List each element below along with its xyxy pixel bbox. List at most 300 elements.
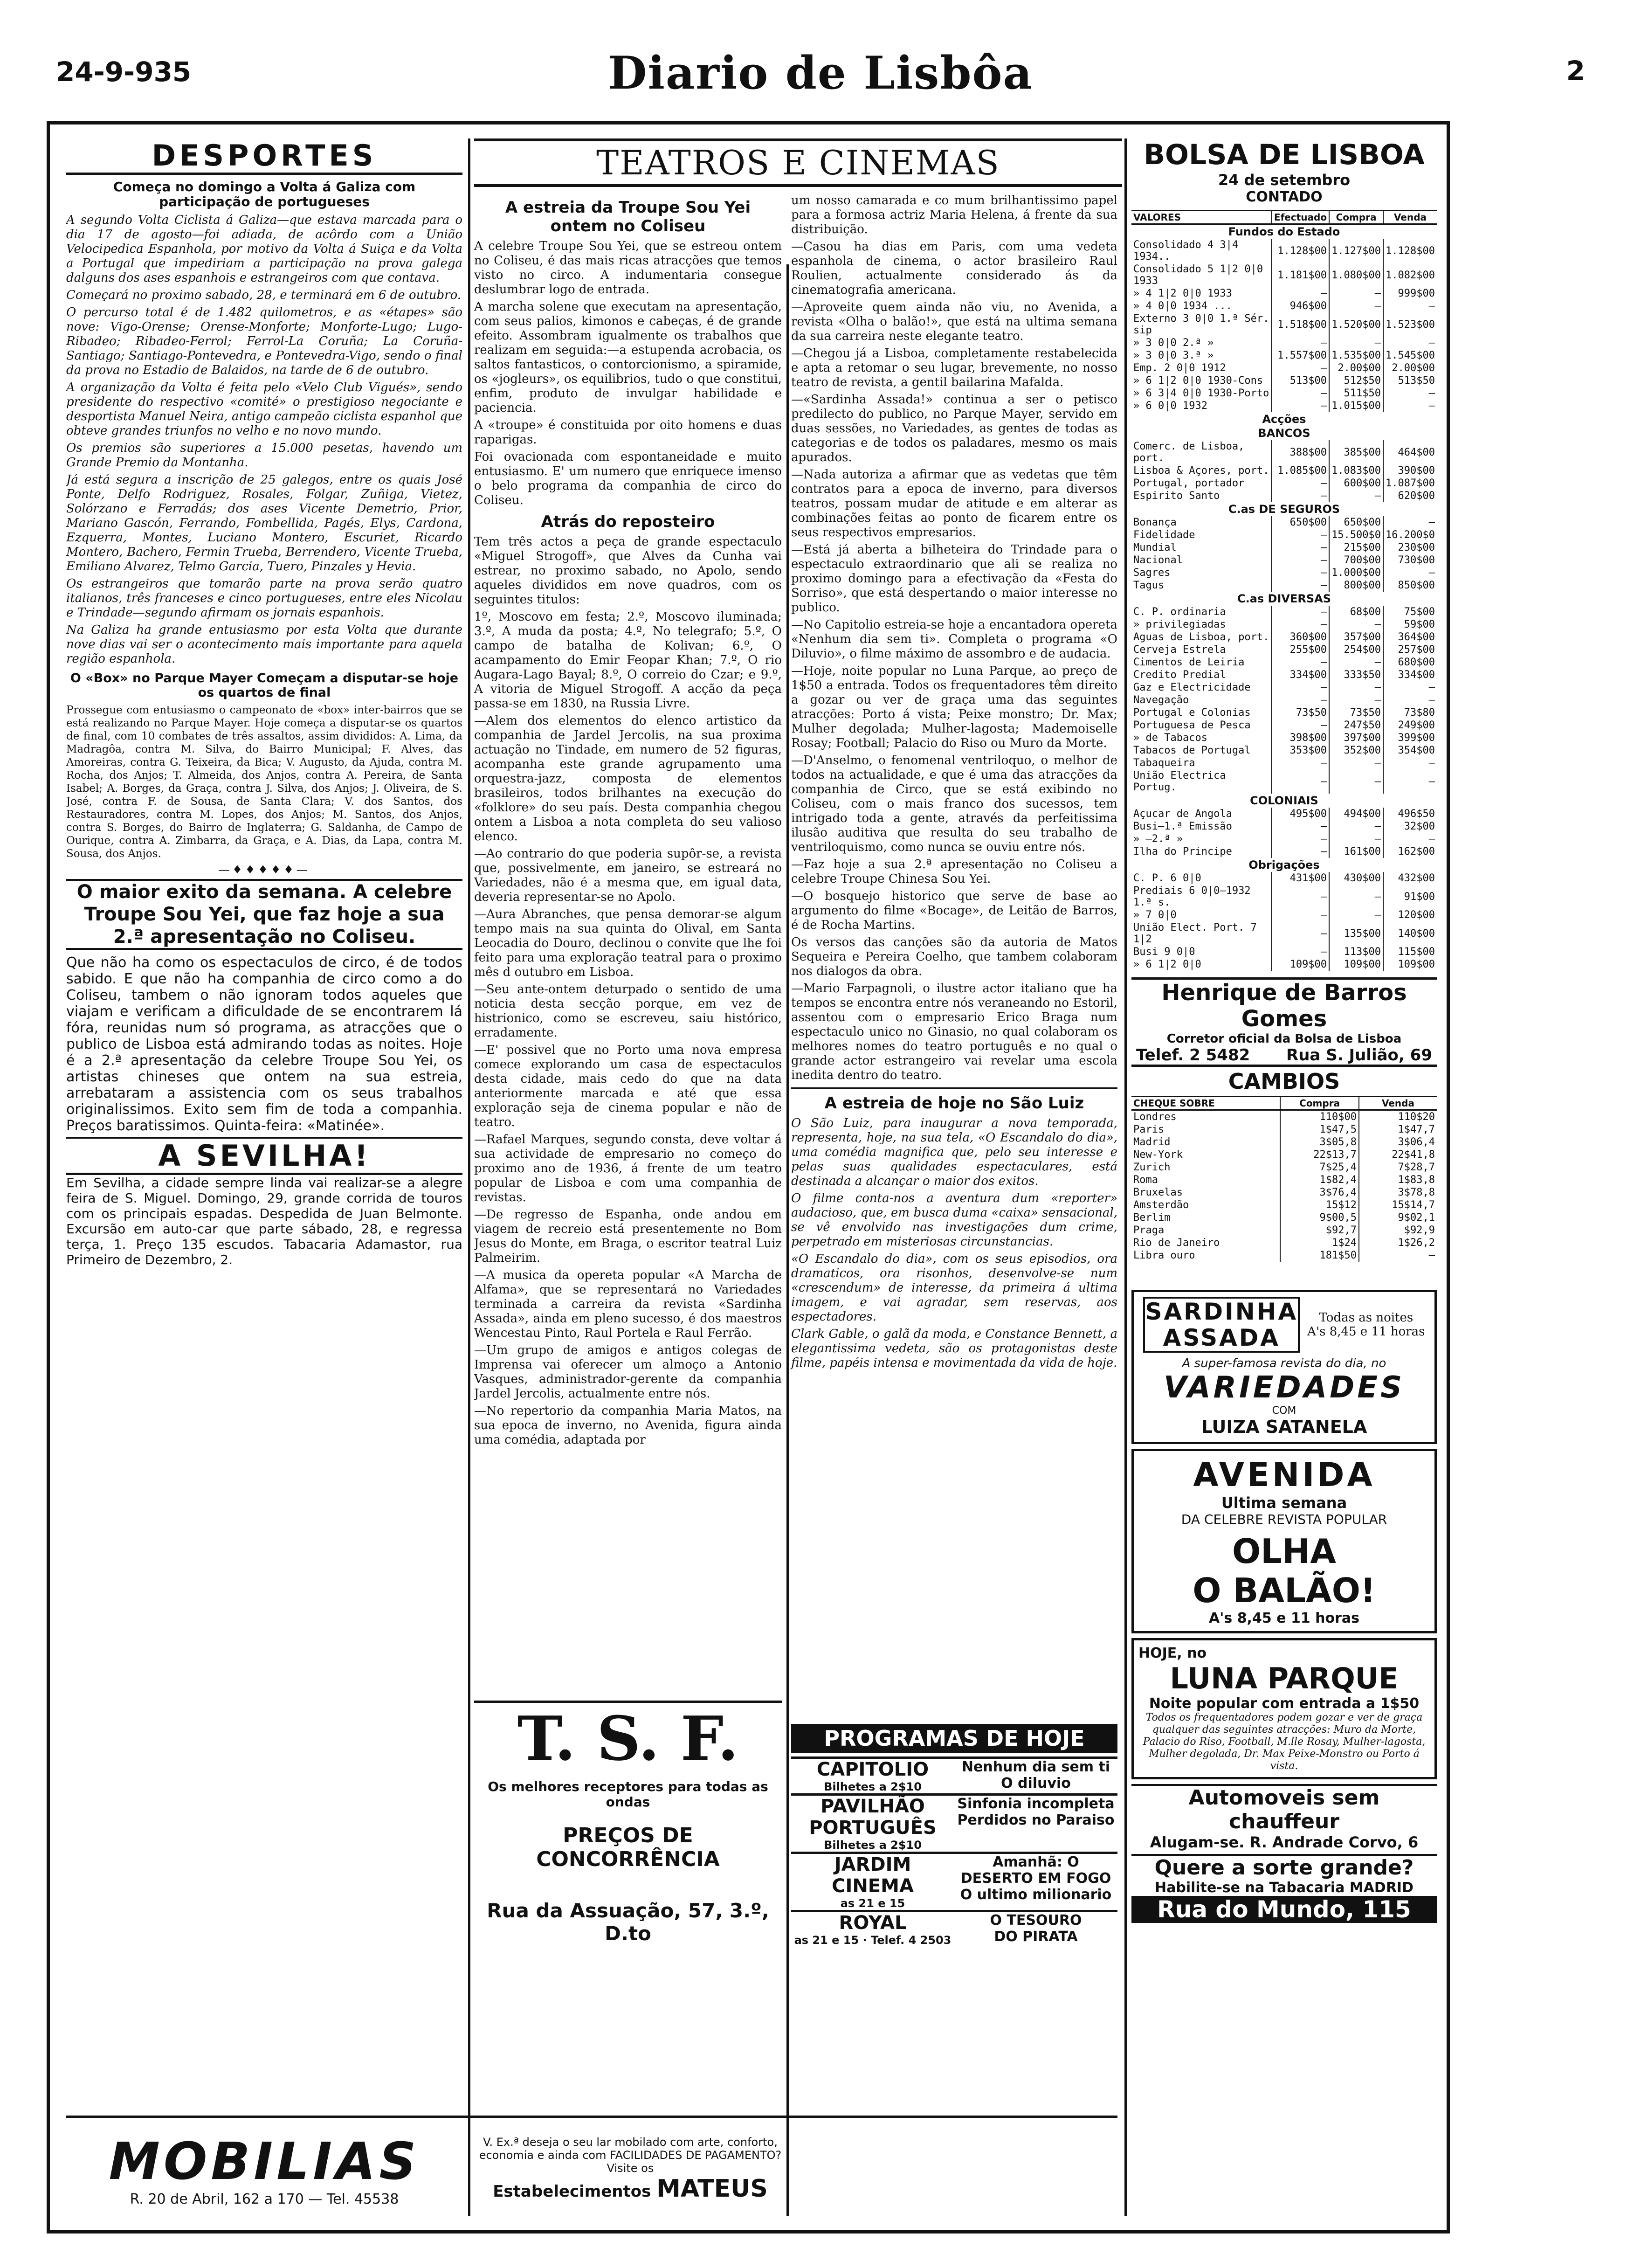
paragraph: —E' possivel que no Porto uma nova empresa comece explorando um casa de espectaculos desta cidade, mais cedo do que na data anteriormente marcada e até que essa exploração seja de cinema popular e não de teatro. xyxy=(474,1043,782,1129)
table-cell: Roma xyxy=(1133,1174,1158,1186)
paragraph: Os estrangeiros que tomarão parte na prova serão quatro italianos, três franceses e cinco portugueses, entre eles Nicolau e Trindade—segundo afirmam os jornais espanhois. xyxy=(66,577,462,620)
bolsa-title: BOLSA DE LISBOA xyxy=(1144,138,1425,171)
table-cell: — xyxy=(1383,567,1437,579)
paragraph: —Seu ante-ontem deturpado o sentido de uma noticia desta secção porque, em vez de histrionico, como se escreveu, saiu histórico, erradamente. xyxy=(474,982,782,1040)
table-row xyxy=(1131,732,1437,744)
table-cell: 1$24 xyxy=(1280,1237,1359,1249)
paragraph: —Ao contrario do que poderia supôr-se, a revista que, possivelmente, em janeiro, se estreará no Variedades, não é a mesma que, em igual data, deveria representar-se no Apolo. xyxy=(474,847,782,904)
mobilias-title: MOBILIAS xyxy=(109,2131,420,2191)
sevilha-headline: A SEVILHA! xyxy=(66,1137,462,1175)
teatros-p4 xyxy=(791,1116,1117,1370)
table-row xyxy=(1131,1224,1437,1237)
table-row xyxy=(1131,1199,1437,1211)
cinema-price: Bilhetes a 2$10 xyxy=(824,1780,922,1793)
column-header: CHEQUE SOBRE xyxy=(1131,1097,1280,1110)
table-cell: Paris xyxy=(1133,1124,1165,1135)
table-row xyxy=(1131,1186,1437,1199)
table-cell: — xyxy=(1329,833,1383,845)
table-cell: New-York xyxy=(1133,1149,1183,1161)
table-row xyxy=(1131,1136,1437,1148)
table-cell: 135$00 xyxy=(1329,921,1383,946)
exito-headline: O maior exito da semana. A celebre Troupe Sou Yei, que faz hoje a sua 2.ª apresentação no Coliseu. xyxy=(66,879,462,950)
table-cell: 110$00 xyxy=(1280,1110,1359,1124)
table-cell: Aguas de Lisboa, port. xyxy=(1133,631,1269,643)
column-header: Compra xyxy=(1329,211,1383,224)
paragraph: —A musica da opereta popular «A Marcha de Alfama», que se representará no Variedades terminada a carreira da revista «Sardinha Assada», ainda em pleno sucesso, é dos maestros Wencestau Pinto, Raul Portela e Raul Ferrão. xyxy=(474,1268,782,1340)
table-cell: Credito Predial xyxy=(1133,669,1226,681)
table-cell: Bruxelas xyxy=(1133,1187,1183,1198)
table-row xyxy=(1131,490,1437,502)
table-cell: — xyxy=(1329,287,1383,300)
luna-title: LUNA PARQUE xyxy=(1170,1661,1399,1695)
sorte-address: Rua do Mundo, 115 xyxy=(1131,1896,1437,1923)
table-cell: 73$50 xyxy=(1272,706,1329,719)
table-cell: 1.535$00 xyxy=(1329,349,1383,362)
table-cell: Prediais 6 0|0—1932 1.ª s. xyxy=(1133,885,1251,908)
sardinha-title1: SARDINHA xyxy=(1145,1298,1298,1325)
teatros-title: TEATROS E CINEMAS xyxy=(474,138,1122,187)
table-row xyxy=(1131,669,1437,681)
table-cell: 1$26,2 xyxy=(1359,1237,1437,1249)
sardinha-tag: A super-famosa revista do dia, no xyxy=(1182,1356,1386,1370)
table-cell: Zurich xyxy=(1133,1162,1171,1173)
table-row xyxy=(1131,554,1437,567)
table-cell: 680$00 xyxy=(1383,656,1437,669)
page-number: 2 xyxy=(1566,55,1585,87)
column-header: Efectuado xyxy=(1272,211,1329,224)
table-row xyxy=(1131,618,1437,631)
cambios-title: CAMBIOS xyxy=(1228,1069,1340,1094)
column-header: Venda xyxy=(1383,211,1437,224)
paragraph: A organização da Volta é feita pelo «Velo Club Vigués», sendo presidente do respectivo «comité» o prestigioso negociante e desportista Manuel Neira, antigo campeão ciclista espanhol que obteve grandes triunfos no velho e no novo mundo. xyxy=(66,380,462,438)
table-cell: 3$78,8 xyxy=(1359,1186,1437,1199)
table-cell: — xyxy=(1272,946,1329,958)
table-cell: 431$00 xyxy=(1272,872,1329,885)
cambios-table xyxy=(1131,1096,1437,1262)
table-row xyxy=(1131,529,1437,541)
table-cell: — xyxy=(1272,606,1329,618)
paragraph: A celebre Troupe Sou Yei, que se estreou ontem no Coliseu, é das mais ricas atracções que temos visto no circo. A indumentaria conseguе deslumbrar logo de entrada. xyxy=(474,239,782,297)
table-cell: 1.087$00 xyxy=(1383,477,1437,490)
table-cell: Cerveja Estrela xyxy=(1133,644,1226,656)
table-cell: 2.00$00 xyxy=(1329,362,1383,374)
table-cell: Navegação xyxy=(1133,694,1189,706)
table-row xyxy=(1131,300,1437,312)
table-cell: 22$13,7 xyxy=(1280,1148,1359,1161)
table-cell: — xyxy=(1329,681,1383,694)
table-cell: — xyxy=(1383,694,1437,706)
tsf-address: Rua da Assuação, 57, 3.º, D.to xyxy=(487,1899,769,1945)
table-cell: — xyxy=(1329,769,1383,794)
table-cell: 3$06,4 xyxy=(1359,1136,1437,1148)
paragraph: —Alem dos elementos do elenco artistico da companhia de Jardel Jercolis, na sua proxima actuação no Tindade, em numero de 52 figuras, acompanha este grande agrupamento uma orquestra-jazz, composta de elementos brasileiros, todos brilhantes na execução do «folklore» do seu país. Desta companhia chegou ontem a Lisboa a nota completa do seu valioso elenco. xyxy=(474,714,782,844)
table-cell: 397$00 xyxy=(1329,732,1383,744)
table-cell: C. P. ordinaria xyxy=(1133,606,1226,618)
film-title: Nenhum dia sem ti xyxy=(961,1759,1110,1775)
table-cell: 620$00 xyxy=(1383,490,1437,502)
table-cell: Consolidado 5 1|2 0|0 1933 xyxy=(1133,263,1263,287)
table-cell: Comerc. de Lisboa, port. xyxy=(1133,441,1245,464)
table-cell: Busi—1.ª Emissão xyxy=(1133,821,1232,832)
paragraph: —No Capitolio estreia-se hoje a encantadora opereta «Nenhum dia sem ti». Completa o programa «O Diluvio», o filme máximo de assombro e de audacia. xyxy=(791,618,1117,661)
paragraph: —Aproveite quem ainda não viu, no Avenida, a revista «Olha o balão!», que está na ultima semana da sua carreira neste elegante teatro. xyxy=(791,300,1117,343)
paragraph: «O Escandalo do dia», com os seus episodios, ora dramaticos, ora risonhos, desenvolve-se num «crescendum» de interesse, da primeira á ultima imagem, e vai agradar, sem reservas, aos espectadores. xyxy=(791,1252,1117,1324)
table-cell: » de Tabacos xyxy=(1133,732,1207,744)
table-row xyxy=(1131,794,1437,808)
table-cell: 110$20 xyxy=(1359,1110,1437,1124)
table-cell: 68$00 xyxy=(1329,606,1383,618)
section-label: Fundos do Estado xyxy=(1228,225,1340,238)
table-cell: Madrid xyxy=(1133,1136,1171,1148)
table-cell: 512$50 xyxy=(1329,374,1383,387)
table-cell: 255$00 xyxy=(1272,643,1329,656)
table-cell: Espirito Santo xyxy=(1133,490,1220,502)
table-cell: — xyxy=(1272,694,1329,706)
table-cell: — xyxy=(1383,300,1437,312)
barros-name: Henrique de Barros Gomes xyxy=(1161,980,1407,1032)
paragraph: —Mario Farpagnoli, o ilustre actor italiano que ha tempos se encontra entre nós veraneando no Estoril, assentou com o empresario Erico Braga num espectaculo unico no Ginasio, no qual colaboram os melhores nomes do teatro português e no qual o grande actor estrangeiro vai revelar uma escola inedita dentro do teatro. xyxy=(791,982,1117,1082)
table-cell: Açucar de Angola xyxy=(1133,808,1232,820)
paragraph: Já está segura a inscrição de 25 galegos, entre os quais José Ponte, Delfo Rodriguez, Rosales, Folgar, Zuñiga, Vietez, Solórzano e Ferradás; dos ases Vicente Demetrio, Prior, Mariano Gascón, Ferrando, Fombellida, Pagés, Elys, Cardona, Ezquerra, Montes, Luciano Montero, Escuriet, Ricardo Montero, Bachero, Fermin Trueba, Berrendero, Vicente Trueba, Emiliano Alvarez, Telmo Garcia, Tuero, Pinzales y Hevia. xyxy=(66,473,462,574)
table-cell: 257$00 xyxy=(1383,643,1437,656)
table-cell: 109$00 xyxy=(1329,958,1383,971)
table-row xyxy=(1131,606,1437,618)
table-cell: 850$00 xyxy=(1383,579,1437,592)
table-cell: 1.082$00 xyxy=(1383,263,1437,287)
cinema-name: CAPITOLIO xyxy=(816,1759,929,1780)
issue-date: 24-9-935 xyxy=(56,56,192,88)
bolsa-date: 24 de setembro xyxy=(1218,171,1351,189)
table-cell: — xyxy=(1272,287,1329,300)
table-cell: — xyxy=(1272,579,1329,592)
paragraph: O percurso total é de 1.482 quilometros, e as «étapes» são nove: Vigo-Orense; Orense-Monforte; Monforte-Lugo; Lugo-Ribadeo; Ribadeo-Ferrol; Ferrol-La Coruña; La Coruña-Santiago; Santiago-Pontevedra, e Pontevedra-Vigo, sendo o final da prova no Estadio de Balaidos, na tarde de 6 de outubro. xyxy=(66,305,462,377)
table-cell: 109$00 xyxy=(1383,958,1437,971)
table-cell: » 7 0|0 xyxy=(1133,909,1177,921)
teatros-p2 xyxy=(474,535,782,1447)
barros-address: Rua S. Julião, 69 xyxy=(1286,1046,1432,1065)
automoveis-ad xyxy=(1131,1784,1437,1851)
sardinha-title2: ASSADA xyxy=(1163,1324,1280,1351)
exito-text: Que não ha como os espectaculos de circo, é de todos sabido. E que não ha companhia de circo como a do Coliseu, tambem o não ignoram todos aqueles que viajam e verificam a dificuldade de se encontrarem lá fóra, reunidas num só programa, as atracções que o publico de Lisboa está admirando todas as noites. Hoje é a 2.ª apresentação da celebre Troupe Sou Yei, os artistas chineses que ontem na sua estreia, arrebataram a assistencia com os seus trabalhos originalissimos. Exito sem fim de toda a companhia. Preços baratissimos. Quinta-feira: «Matinée». xyxy=(66,954,462,1134)
masthead xyxy=(0,0,1641,112)
table-cell: 1.083$00 xyxy=(1329,464,1383,477)
section-label: C.as DE SEGUROS xyxy=(1228,503,1340,516)
paragraph: A «troupe» é constituida por oito homens e duas raparigas. xyxy=(474,418,782,447)
film-title: Sinfonia incompleta xyxy=(957,1796,1115,1812)
avenida-title: AVENIDA xyxy=(1193,1456,1375,1494)
table-cell: 513$50 xyxy=(1383,374,1437,387)
table-cell: — xyxy=(1272,362,1329,374)
table-row xyxy=(1131,1237,1437,1249)
table-row xyxy=(1131,858,1437,872)
table-cell: — xyxy=(1383,337,1437,349)
table-cell: 1.128$00 xyxy=(1272,239,1329,263)
table-cell: — xyxy=(1272,490,1329,502)
table-row xyxy=(1131,239,1437,263)
table-cell: — xyxy=(1329,618,1383,631)
table-cell: — xyxy=(1329,757,1383,769)
table-cell: 91$00 xyxy=(1383,885,1437,909)
table-cell: 161$00 xyxy=(1329,845,1383,858)
table-cell: 73$50 xyxy=(1329,706,1383,719)
table-row xyxy=(1131,374,1437,387)
column-rule xyxy=(786,264,789,2216)
luna-ad xyxy=(1131,1638,1437,1779)
table-row xyxy=(1131,387,1437,400)
table-cell: Gaz e Electricidade xyxy=(1133,682,1251,693)
tsf-ad xyxy=(474,1701,782,1949)
desportes-title: DESPORTES xyxy=(66,138,462,175)
teatros-h1: A estreia da Troupe Sou Yei ontem no Coliseu xyxy=(505,198,751,235)
table-cell: 75$00 xyxy=(1383,606,1437,618)
table-cell: » 6 0|0 1932 xyxy=(1133,400,1207,412)
table-cell: Externo 3 0|0 1.ª Sér. sip xyxy=(1133,313,1269,336)
table-row xyxy=(1131,1148,1437,1161)
mobilias-text: V. Ex.ª deseja o seu lar mobilado com arte, conforto, economia e ainda com FACILIDADES DE PAGAMENTO? Visite os xyxy=(479,2136,782,2175)
table-cell: União Electrica Portug. xyxy=(1133,770,1226,793)
paragraph: —Está já aberta a bilheteira do Trindade para o espectaculo extraordinario que ali se realiza no proximo domingo para a efectivação da «Festa do Sorriso», que está despertando o maior interesse no publico. xyxy=(791,543,1117,615)
table-row xyxy=(1131,263,1437,287)
table-row xyxy=(1131,400,1437,412)
table-cell: 352$00 xyxy=(1329,744,1383,757)
table-cell: Praga xyxy=(1133,1224,1165,1236)
table-cell: Berlim xyxy=(1133,1212,1171,1224)
table-row xyxy=(1131,1249,1437,1262)
paragraph: —De regresso de Espanha, onde andou em viagem de recreio está presentemente no Bom Jesus do Monte, em Braga, o escritor teatral Luiz Palmeirim. xyxy=(474,1208,782,1265)
table-cell: — xyxy=(1272,921,1329,946)
paragraph: —Casou ha dias em Paris, com uma vedeta espanhola de cinema, o actor brasileiro Raul Roulien, actualmente considerado ás da cinematografia americana. xyxy=(791,240,1117,297)
table-cell: 7$28,7 xyxy=(1359,1161,1437,1174)
table-cell: 650$00 xyxy=(1329,516,1383,529)
film-title-2: Perdidos no Paraiso xyxy=(957,1812,1115,1828)
cinema-name: PAVILHÃO PORTUGUÊS xyxy=(809,1796,937,1839)
table-cell: 162$00 xyxy=(1383,845,1437,858)
table-cell: » 4 0|0 1934 ... xyxy=(1133,300,1232,312)
table-cell: Portugal, portador xyxy=(1133,477,1245,489)
table-cell: 1.127$00 xyxy=(1329,239,1383,263)
table-cell: 1$83,8 xyxy=(1359,1174,1437,1186)
table-row xyxy=(1131,412,1437,426)
table-cell: 1.000$00 xyxy=(1329,567,1383,579)
table-cell: 464$00 xyxy=(1383,440,1437,464)
bolsa-table xyxy=(1131,210,1437,971)
table-cell: Bonança xyxy=(1133,517,1177,528)
table-cell: 3$05,8 xyxy=(1280,1136,1359,1148)
table-cell: 399$00 xyxy=(1383,732,1437,744)
table-cell: 7$25,4 xyxy=(1280,1161,1359,1174)
table-cell: Emp. 2 0|0 1912 xyxy=(1133,362,1226,374)
programa-item xyxy=(791,1756,1117,1793)
table-cell: 59$00 xyxy=(1383,618,1437,631)
newspaper-title: Diario de Lisbôa xyxy=(608,47,1033,99)
page-frame xyxy=(47,121,1450,2233)
table-row xyxy=(1131,477,1437,490)
table-cell: 215$00 xyxy=(1329,541,1383,554)
table-row xyxy=(1131,845,1437,858)
column-bolsa xyxy=(1131,138,1437,2216)
section-label: C.as DIVERSAS xyxy=(1237,592,1331,605)
table-cell: 494$00 xyxy=(1329,808,1383,820)
cinema-name: ROYAL xyxy=(839,1912,907,1934)
paragraph: A segundo Volta Ciclista á Galiza—que estava marcada para o dia 17 de agosto—foi adiada, de acôrdo com a União Velocipedica Espanhola, por motivo da Volta á Suiça e da Volta a Portugal que impediriam a participação na prova galega dalguns dos ases espanhois e estrangeiros com que contava. xyxy=(66,213,462,285)
table-cell: 113$00 xyxy=(1329,946,1383,958)
cinema-price: as 21 e 15 xyxy=(840,1897,905,1910)
sardinha-times1: Todas as noites xyxy=(1319,1311,1413,1325)
table-cell: $92,9 xyxy=(1359,1224,1437,1237)
table-cell: Sagres xyxy=(1133,567,1171,579)
paragraph: O filme conta-nos a aventura dum «reporter» audacioso, que, em busca duma «caixa» sensacional, se vê envolvido nas investigações dum crime, perpetrado em misteriosas circunstancias. xyxy=(791,1191,1117,1249)
table-cell: — xyxy=(1272,909,1329,921)
table-cell: — xyxy=(1272,477,1329,490)
film-title-2: O ultimo milionario xyxy=(960,1887,1112,1903)
mobilias-firm-pre: Estabelecimentos xyxy=(493,2182,651,2201)
table-row xyxy=(1131,820,1437,833)
paragraph: —Um grupo de amigos e antigos colegas de Imprensa vai oferecer um almoço a Antonio Vasques, administrador-gerente da companhia Jardel Jercolis, actualmente entre nós. xyxy=(474,1343,782,1401)
table-cell: 1.545$00 xyxy=(1383,349,1437,362)
sardinha-com: COM xyxy=(1272,1405,1296,1417)
table-cell: — xyxy=(1272,337,1329,349)
table-cell: — xyxy=(1272,554,1329,567)
table-row xyxy=(1131,426,1437,440)
paragraph: 1º, Moscovo em festa; 2.º, Moscovo iluminada; 3.º, A muda da posta; 4.º, No telegrafo; 5.º, O campo de batalha de Kolivan; 6.º, O acampamento do Emir Feopar Khan; 7.º, O rio Augara-Lago Bayal; 8.º, O correio do Czar; e 9.º, A vitoria de Miguel Strogoff. A acção da peça passa-se em 1830, na Russia Livre. xyxy=(474,610,782,711)
table-cell: 15.500$0 xyxy=(1329,529,1383,541)
table-cell: » 6 1|2 0|0 1930-Cons xyxy=(1133,375,1263,387)
table-cell: — xyxy=(1383,400,1437,412)
luna-pre: HOJE, no xyxy=(1138,1645,1207,1661)
table-cell: $92,7 xyxy=(1280,1224,1359,1237)
table-cell: 353$00 xyxy=(1272,744,1329,757)
programas-ad xyxy=(791,1719,1117,1947)
table-cell: 1.520$00 xyxy=(1329,312,1383,337)
table-row xyxy=(1131,631,1437,643)
paragraph: —Nada autoriza a afirmar que as vedetas que têm contratos para a epoca de inverno, para diversos teatros, possam mudar de atitude e em alterar as combinações feitas ao ponto de ficarem entre os seus respectivos empresarios. xyxy=(791,468,1117,539)
table-cell: 1$47,7 xyxy=(1359,1123,1437,1136)
sardinha-times2: A's 8,45 e 11 horas xyxy=(1307,1325,1425,1339)
cinema-name: JARDIM CINEMA xyxy=(832,1854,914,1897)
table-cell: 495$00 xyxy=(1272,808,1329,820)
automoveis-title: Automoveis sem chauffeur xyxy=(1188,1786,1380,1833)
table-row xyxy=(1131,464,1437,477)
table-cell: 364$00 xyxy=(1383,631,1437,643)
table-cell: 1.523$00 xyxy=(1383,312,1437,337)
table-row xyxy=(1131,592,1437,606)
paragraph: Tem três actos a peça de grande espectaculo «Miguel Strogoff», que Alves da Cunha vai estrear, no proximo sabado, no Apolo, sendo aqueles divididos em nove quadros, com os seguintes titulos: xyxy=(474,535,782,607)
section-label: Acções xyxy=(1262,413,1306,426)
table-cell: 15$12 xyxy=(1280,1199,1359,1211)
table-row xyxy=(1131,1174,1437,1186)
section-label: BANCOS xyxy=(1258,427,1310,440)
table-cell: — xyxy=(1272,529,1329,541)
table-row xyxy=(1131,287,1437,300)
table-cell: Consolidado 4 3|4 1934.. xyxy=(1133,239,1239,263)
sardinha-star: LUIZA SATANELA xyxy=(1201,1417,1367,1437)
table-cell: 800$00 xyxy=(1329,579,1383,592)
table-cell: 650$00 xyxy=(1272,516,1329,529)
table-cell: — xyxy=(1272,820,1329,833)
table-cell: » 6 3|4 0|0 1930-Porto xyxy=(1133,387,1269,399)
section-label: Obrigações xyxy=(1248,858,1320,871)
table-cell: 511$50 xyxy=(1329,387,1383,400)
table-row xyxy=(1131,769,1437,794)
paragraph: um nosso camarada e co mum brilhantissimo papel para a formosa actriz Maria Helena, á frente da sua distribuição. xyxy=(791,194,1117,236)
sorte-ad xyxy=(1131,1854,1437,1923)
table-row xyxy=(1131,1161,1437,1174)
table-cell: 22$41,8 xyxy=(1359,1148,1437,1161)
sardinha-venue: VARIEDADES xyxy=(1163,1370,1405,1405)
table-cell: — xyxy=(1272,400,1329,412)
paragraph: —Chegou já a Lisboa, completamente restabelecida e apta a retomar o seu lugar, brevemente, no nosso teatro de revista, a gentil bailarina Mafalda. xyxy=(791,346,1117,389)
table-cell: 3$76,4 xyxy=(1280,1186,1359,1199)
table-cell: — xyxy=(1329,694,1383,706)
sorte-question: Quere a sorte grande? xyxy=(1154,1856,1414,1880)
programas-title: PROGRAMAS DE HOJE xyxy=(791,1724,1117,1753)
paragraph: Os versos das canções são da autoria de Matos Sequeira e Pereira Coelho, que tambem colaboram nos dialogos da obra. xyxy=(791,935,1117,978)
table-cell: — xyxy=(1383,833,1437,845)
table-cell: Londres xyxy=(1133,1111,1177,1123)
table-cell: Lisboa & Açores, port. xyxy=(1133,465,1269,477)
table-cell: — xyxy=(1272,845,1329,858)
table-cell: 496$50 xyxy=(1383,808,1437,820)
table-row xyxy=(1131,502,1437,516)
film-title: O TESOURO xyxy=(990,1912,1082,1929)
table-row xyxy=(1131,958,1437,971)
table-cell: União Elect. Port. 7 1|2 xyxy=(1133,922,1257,945)
barros-ad xyxy=(1131,977,1437,1067)
table-cell: — xyxy=(1272,656,1329,669)
table-row xyxy=(1131,440,1437,464)
table-cell: Portugal e Colonias xyxy=(1133,707,1251,719)
table-cell: 140$00 xyxy=(1383,921,1437,946)
table-row xyxy=(1131,541,1437,554)
paragraph: —Rafael Marques, segundo consta, deve voltar á sua actividade de empresario no começo do proximo ano de 1936, á frente de um teatro popular de Lisboa e com uma companhia de revistas. xyxy=(474,1133,782,1204)
paragraph: Começará no proximo sabado, 28, e terminará em 6 de outubro. xyxy=(66,288,462,302)
automoveis-sub: Alugam-se. R. Andrade Corvo, 6 xyxy=(1150,1833,1419,1851)
table-cell: 334$00 xyxy=(1383,669,1437,681)
table-cell: 1.085$00 xyxy=(1272,464,1329,477)
paragraph: —Aura Abranches, que pensa demorar-se algum tempo mais na sua quinta do Olival, em Santa Leocadia do Douro, declinou o convite que lhe foi feito para uma exploração teatral para o proximo mês d outubro em Lisboa. xyxy=(474,907,782,979)
paragraph: O São Luiz, para inaugurar a nova temporada, representa, hoje, na sua tela, «O Escandalo do dia», uma comédia magnifica que, pelo seu interesse e pelas suas qualidades espectaculares, está destinada a alcançar o maior dos exitos. xyxy=(791,1116,1117,1188)
table-cell: Libra ouro xyxy=(1133,1250,1195,1261)
table-cell: » privilegiadas xyxy=(1133,619,1226,630)
table-cell: Rio de Janeiro xyxy=(1133,1237,1220,1249)
table-cell: — xyxy=(1383,681,1437,694)
table-cell: 390$00 xyxy=(1383,464,1437,477)
paragraph: —O bosquejo historico que serve de base ao argumento do filme «Bocage», de Leitão de Barros, é de Rocha Martins. xyxy=(791,889,1117,932)
table-cell: 32$00 xyxy=(1383,820,1437,833)
table-cell: 9$00,5 xyxy=(1280,1211,1359,1224)
table-cell: — xyxy=(1329,885,1383,909)
table-cell: Mundial xyxy=(1133,542,1177,553)
table-row xyxy=(1131,744,1437,757)
paragraph: Foi ovacionada com espontaneidade e muito entusiasmo. E' um numero que enriquece imenso o belo programa da companhia de circo do Coliseu. xyxy=(474,450,782,507)
table-cell: 1.181$00 xyxy=(1272,263,1329,287)
table-cell: 247$50 xyxy=(1329,719,1383,732)
column-header: Venda xyxy=(1359,1097,1437,1110)
table-cell: 181$50 xyxy=(1280,1249,1359,1262)
table-cell: — xyxy=(1329,490,1383,502)
film-title-2: O diluvio xyxy=(1001,1775,1071,1791)
table-cell: » 4 1|2 0|0 1933 xyxy=(1133,288,1232,299)
table-row xyxy=(1131,719,1437,732)
table-row xyxy=(1131,694,1437,706)
box-headline: O «Box» no Parque Mayer Começam a disputar-se hoje os quartos de final xyxy=(70,671,459,700)
table-cell: — xyxy=(1272,833,1329,845)
table-cell: » 3 0|0 3.ª » xyxy=(1133,350,1214,361)
paragraph: Clark Gable, o galã da moda, e Constance Bennett, a elegantissima vedeta, são os protagonistas deste filme, papéis intensa e movimentada da vida de hoje. xyxy=(791,1327,1117,1370)
table-cell: — xyxy=(1272,769,1329,794)
column-header: Compra xyxy=(1280,1097,1359,1110)
table-cell: — xyxy=(1329,300,1383,312)
